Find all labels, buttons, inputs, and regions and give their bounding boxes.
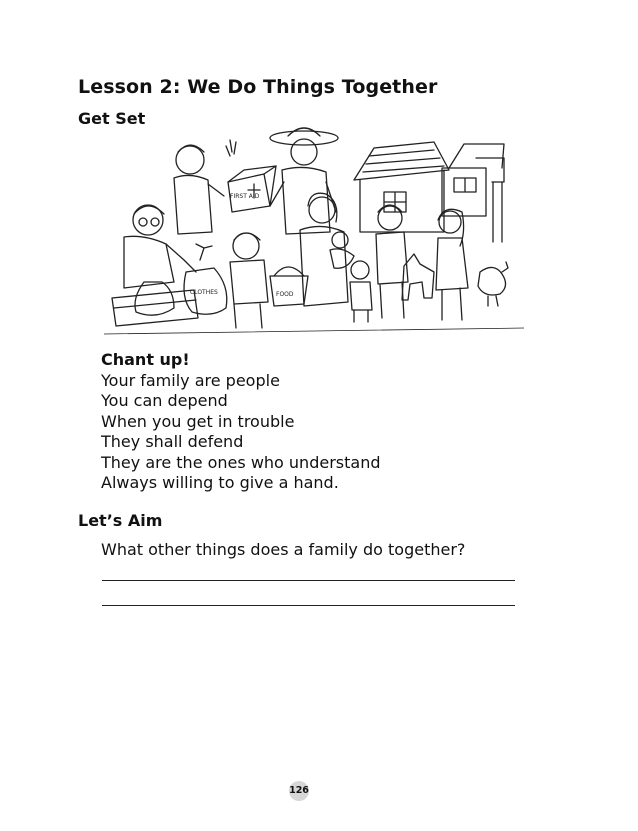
clothes-label: CLOTHES: [190, 289, 218, 296]
lesson-title: Lesson 2: We Do Things Together: [78, 76, 438, 98]
chant-line: When you get in trouble: [101, 411, 295, 431]
chant: [101, 350, 380, 494]
aim-question: What other things does a family do together?: [101, 540, 466, 559]
first-aid-label: FIRST AID: [230, 193, 260, 200]
lets-aim-heading: Let’s Aim: [78, 511, 163, 530]
clothes-bag-drawing: [184, 244, 227, 314]
houses-drawing: [354, 142, 504, 242]
answer-line-2[interactable]: [102, 605, 515, 606]
children-drawing: [350, 205, 468, 322]
chant-line: They are the ones who understand: [101, 452, 381, 472]
page-number: 126: [289, 781, 309, 801]
chant-heading: Chant up!: [101, 350, 190, 369]
chant-line: You can depend: [101, 391, 228, 410]
family-illustration: [104, 122, 524, 344]
boy-drawing: [230, 233, 308, 328]
chant-line: They shall defend: [101, 432, 244, 451]
answer-line-1[interactable]: [102, 580, 515, 581]
animals-drawing: [402, 254, 508, 306]
father-drawing: [174, 140, 276, 234]
mother-drawing: [270, 128, 338, 234]
chant-line: Your family are people: [101, 370, 280, 390]
get-set-heading: Get Set: [78, 109, 146, 128]
grandmother-drawing: [112, 205, 198, 326]
food-label: FOOD: [276, 291, 294, 298]
woman-with-baby-drawing: [300, 193, 354, 306]
chant-line: Always willing to give a hand.: [101, 473, 339, 492]
